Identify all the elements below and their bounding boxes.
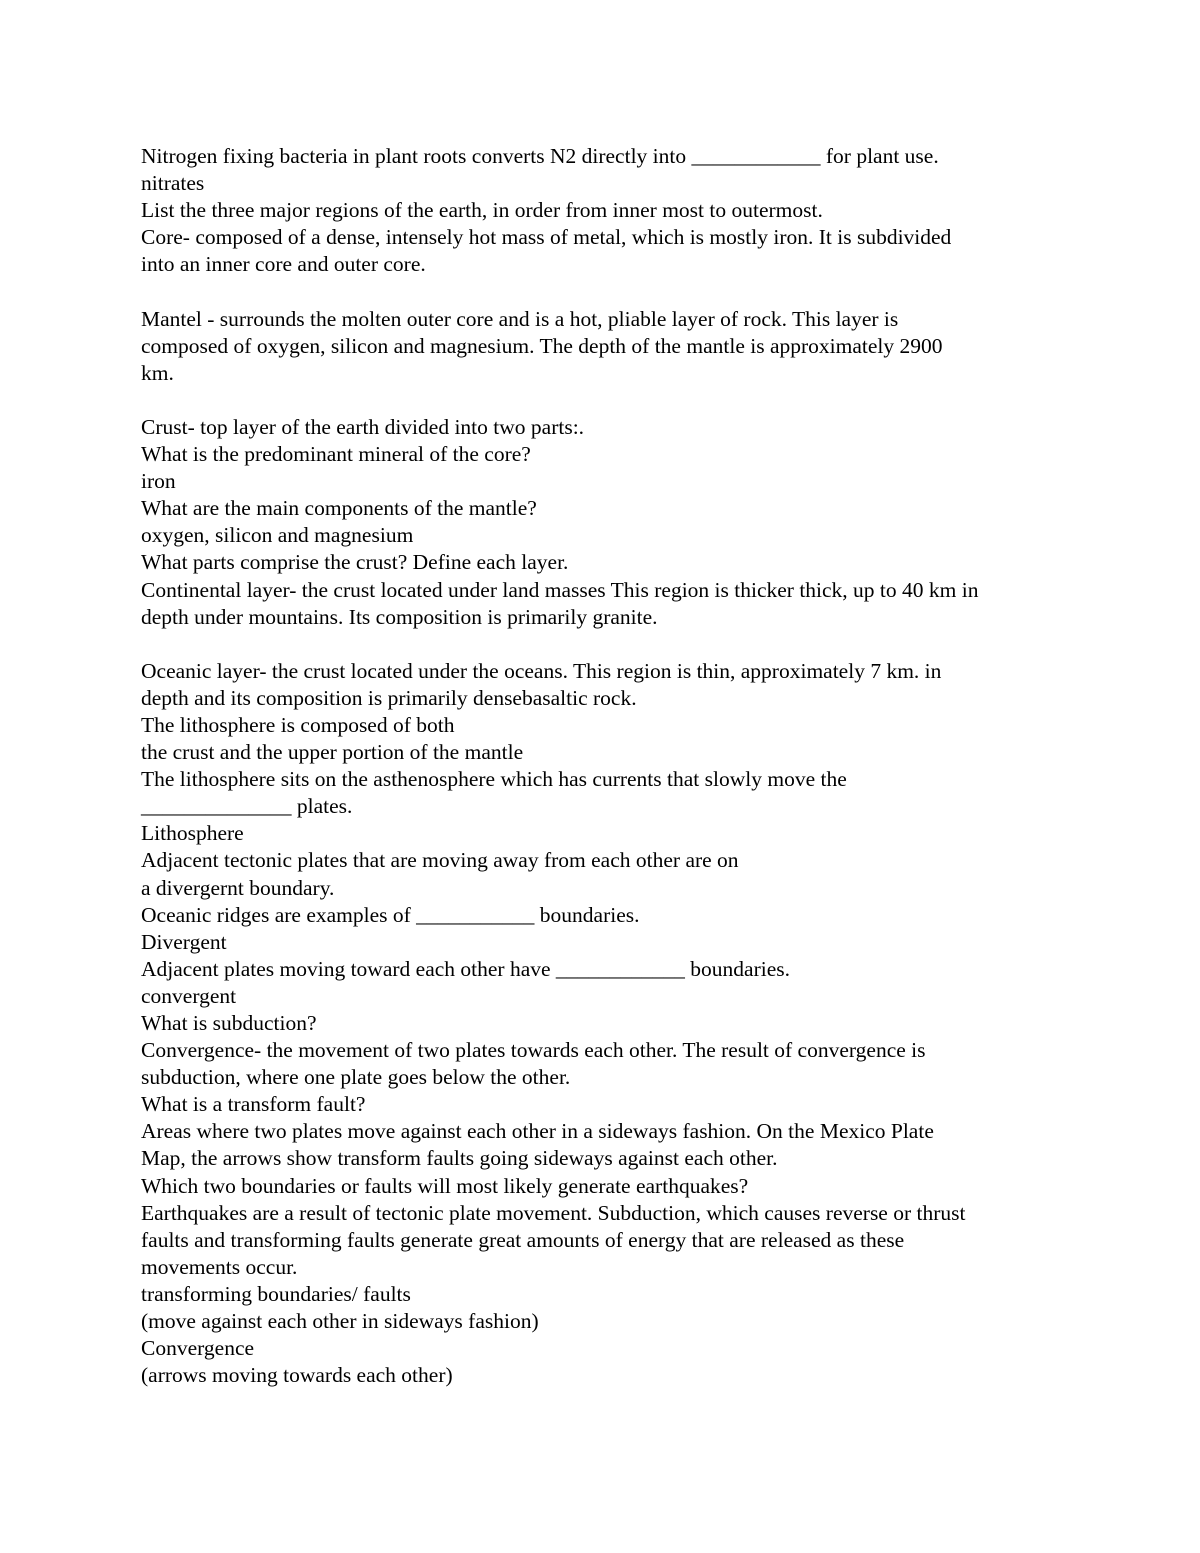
text-line: Convergence — [141, 1336, 255, 1361]
text-line: The lithosphere is composed of both — [141, 712, 455, 737]
text-line: depth under mountains. Its composition is primarily granite. — [141, 604, 658, 629]
text-line: What is subduction? — [141, 1011, 317, 1035]
text-line: Convergence- the movement of two plates towards each other. The result of convergence is — [141, 1038, 926, 1063]
text-line: Core- composed of a dense, intensely hot mass of metal, which is mostly iron. It is subdivided — [141, 225, 952, 250]
blank-line — [141, 387, 1081, 414]
text-line: iron — [141, 469, 176, 494]
text-line: composed of oxygen, silicon and magnesium. The depth of the mantle is approximately 2900 — [141, 333, 943, 358]
text-line: What parts comprise the crust? Define each layer. — [141, 550, 569, 575]
text-line: Nitrogen fixing bacteria in plant roots converts N2 directly into ____________ for plant use. — [141, 144, 939, 168]
text-line: (arrows moving towards each other) — [141, 1363, 453, 1388]
text-line: List the three major regions of the earth, in order from inner most to outermost. — [141, 198, 823, 223]
text-line: Adjacent plates moving toward each other have ____________ boundaries. — [141, 956, 790, 981]
text-line: Crust- top layer of the earth divided into two parts:. — [141, 414, 585, 439]
text-line: Divergent — [141, 929, 227, 954]
blank-line — [141, 631, 1081, 658]
text-line: depth and its composition is primarily densebasaltic rock. — [141, 685, 637, 710]
text-line: Map, the arrows show transform faults going sideways against each other. — [141, 1146, 778, 1171]
text-line: convergent — [141, 983, 237, 1008]
text-line: Continental layer- the crust located under land masses This region is thicker thick, up to 40 km in — [141, 577, 979, 602]
text-line: The lithosphere sits on the asthenosphere which has currents that slowly move the — [141, 767, 847, 792]
text-line: oxygen, silicon and magnesium — [141, 523, 414, 548]
text-line: What are the main components of the mantle? — [141, 496, 537, 521]
blank-line — [141, 278, 1081, 305]
text-line: the crust and the upper portion of the mantle — [141, 740, 524, 765]
document-text — [141, 143, 1081, 1389]
text-line: into an inner core and outer core. — [141, 252, 426, 277]
text-line: ______________ plates. — [141, 794, 353, 819]
text-line: (move against each other in sideways fashion) — [141, 1309, 539, 1334]
text-line: What is a transform fault? — [141, 1092, 366, 1117]
text-line: Lithosphere — [141, 821, 244, 846]
text-line: subduction, where one plate goes below the other. — [141, 1065, 571, 1090]
text-line: faults and transforming faults generate great amounts of energy that are released as these — [141, 1227, 905, 1252]
text-line: What is the predominant mineral of the core? — [141, 442, 531, 467]
text-line: Areas where two plates move against each other in a sideways fashion. On the Mexico Plate — [141, 1119, 934, 1144]
text-line: nitrates — [141, 171, 205, 196]
text-line: Mantel - surrounds the molten outer core and is a hot, pliable layer of rock. This layer is — [141, 306, 899, 331]
text-line: km. — [141, 360, 174, 385]
text-line: a divergernt boundary. — [141, 875, 335, 900]
text-line: Which two boundaries or faults will most likely generate earthquakes? — [141, 1173, 749, 1198]
text-line: Adjacent tectonic plates that are moving away from each other are on — [141, 848, 739, 873]
text-line: transforming boundaries/ faults — [141, 1281, 411, 1306]
text-line: movements occur. — [141, 1254, 298, 1279]
text-line: Oceanic layer- the crust located under the oceans. This region is thin, approximately 7 km. in — [141, 658, 942, 683]
text-line: Earthquakes are a result of tectonic plate movement. Subduction, which causes reverse or thrust — [141, 1200, 966, 1225]
text-line: Oceanic ridges are examples of ___________ boundaries. — [141, 902, 640, 927]
